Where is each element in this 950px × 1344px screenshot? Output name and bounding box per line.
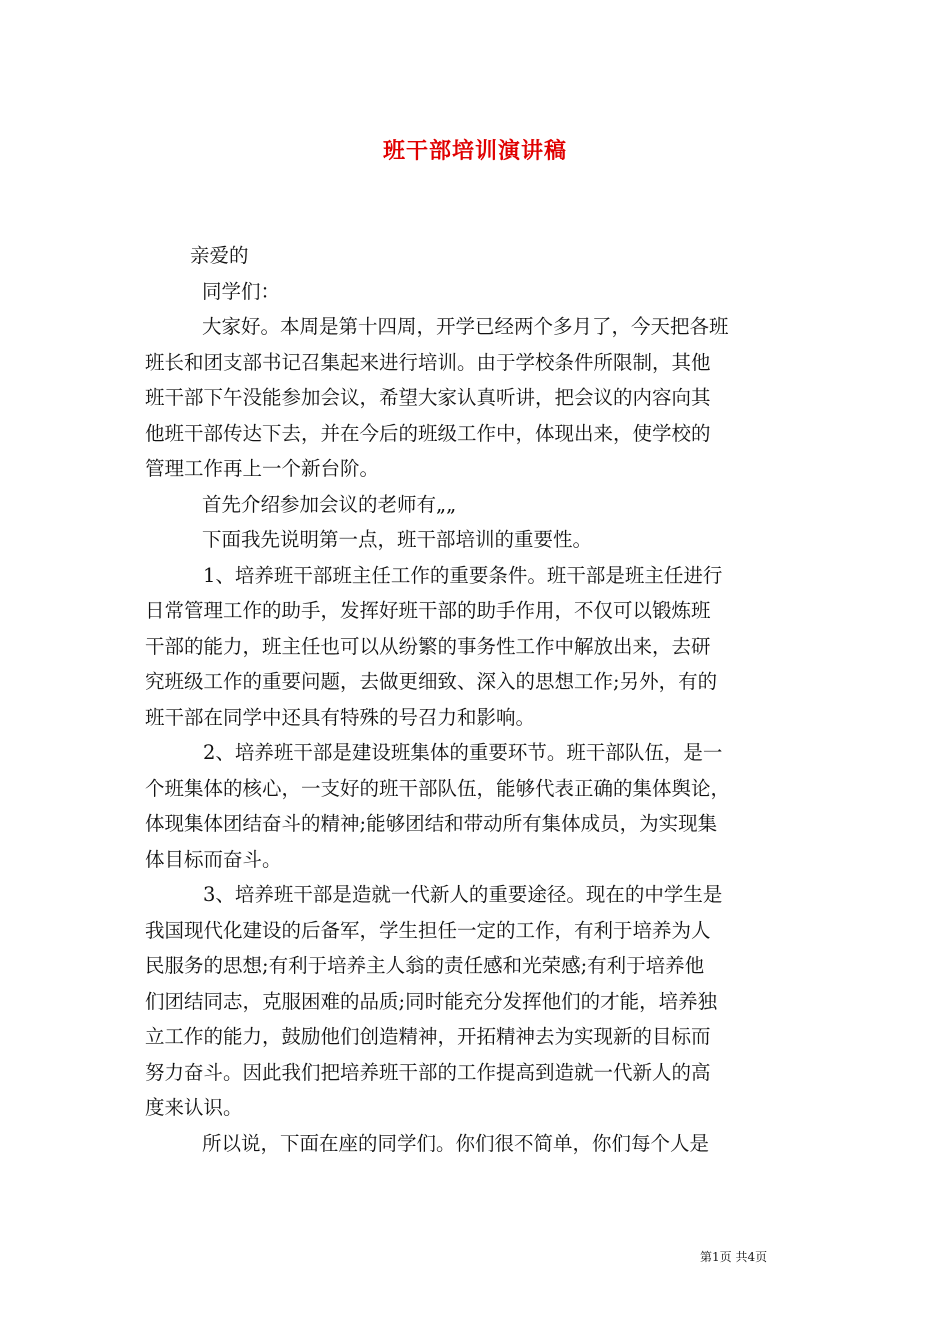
paragraph-line: 管理工作再上一个新台阶。 xyxy=(145,457,380,480)
footer-page-number: 1 xyxy=(712,1250,720,1264)
footer-prefix: 第 xyxy=(700,1250,713,1264)
footer-total-pages: 4 xyxy=(747,1250,756,1264)
paragraph-line: 日常管理工作的助手，发挥好班干部的助手作用，不仅可以锻炼班 xyxy=(145,599,711,622)
paragraph-line: 下面我先说明第一点，班干部培训的重要性。 xyxy=(202,528,593,551)
salutation-line: 同学们： xyxy=(202,279,281,303)
document-body xyxy=(145,238,810,1161)
paragraph-line: 2、培养班干部是建设班集体的重要环节。班干部队伍，是一 xyxy=(203,741,723,764)
paragraph-line: 体目标而奋斗。 xyxy=(145,847,282,871)
paragraph-line: 个班集体的核心，一支好的班干部队伍，能够代表正确的集体舆论， xyxy=(145,776,731,800)
paragraph-line: 班长和团支部书记召集起来进行培训。由于学校条件所限制，其他 xyxy=(145,350,711,374)
paragraph-line: 民服务的思想;有利于培养主人翁的责任感和光荣感;有利于培养他 xyxy=(145,954,705,977)
paragraph-line: 班干部在同学中还具有特殊的号召力和影响。 xyxy=(145,705,536,729)
paragraph-line: 我国现代化建设的后备军，学生担任一定的工作，有利于培养为人 xyxy=(145,918,711,942)
paragraph-line: 努力奋斗。因此我们把培养班干部的工作提高到造就一代新人的高 xyxy=(145,1060,711,1084)
document-title: 班干部培训演讲稿 xyxy=(382,138,567,164)
paragraph-line: 究班级工作的重要问题，去做更细致、深入的思想工作;另外，有的 xyxy=(145,670,718,693)
paragraph-line: 首先介绍参加会议的老师有„„ xyxy=(202,492,457,516)
paragraph-line: 3、培养班干部是造就一代新人的重要途径。现在的中学生是 xyxy=(203,883,723,906)
paragraph-line: 所以说，下面在座的同学们。你们很不简单，你们每个人是 xyxy=(202,1131,710,1155)
footer-middle: 页 共 xyxy=(719,1250,748,1264)
paragraph-line: 们团结同志，克服困难的品质;同时能充分发挥他们的才能，培养独 xyxy=(145,989,718,1013)
paragraph-line: 体现集体团结奋斗的精神;能够团结和带动所有集体成员，为实现集 xyxy=(145,812,718,835)
paragraph-line: 他班干部传达下去，并在今后的班级工作中，体现出来，使学校的 xyxy=(145,421,711,445)
footer-suffix: 页 xyxy=(755,1250,768,1264)
paragraph-line: 干部的能力，班主任也可以从纷繁的事务性工作中解放出来，去研 xyxy=(145,634,711,658)
paragraph-line: 1、培养班干部班主任工作的重要条件。班干部是班主任进行 xyxy=(203,563,723,587)
paragraph-line: 大家好。本周是第十四周，开学已经两个多月了，今天把各班 xyxy=(202,315,729,338)
paragraph-line: 立工作的能力，鼓励他们创造精神，开拓精神去为实现新的目标而 xyxy=(145,1025,711,1048)
page-footer xyxy=(700,1248,767,1265)
paragraph-line: 度来认识。 xyxy=(145,1096,243,1119)
paragraph-line: 班干部下午没能参加会议，希望大家认真听讲，把会议的内容向其 xyxy=(145,386,711,409)
salutation-line: 亲爱的 xyxy=(190,244,249,267)
